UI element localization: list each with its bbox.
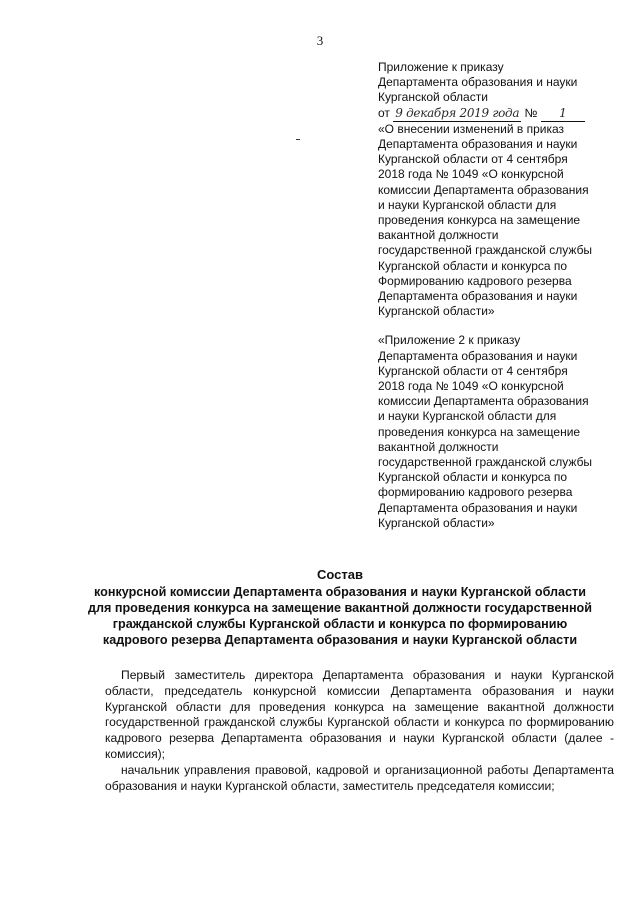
number-label: № <box>524 105 538 120</box>
appendix-line: государственной гражданской службы <box>378 243 593 258</box>
title-line: гражданской службы Курганской области и конкурса по формированию <box>112 617 568 631</box>
appendix-line: Курганской области» <box>378 304 495 319</box>
commission-members <box>105 668 614 794</box>
appendix-line: Департамента образования и науки <box>378 75 578 90</box>
appendix-line: государственной гражданской службы <box>378 455 593 470</box>
appendix-line: Курганской области и конкурса по <box>378 258 568 273</box>
appendix-line: Курганской области» <box>378 515 495 530</box>
appendix-header <box>378 60 618 531</box>
appendix-line: Курганской области от 4 сентября <box>378 152 568 167</box>
appendix-line: 2018 года № 1049 «О конкурсной <box>378 167 564 182</box>
title-line: конкурсной комиссии Департамента образования и науки Курганской области <box>94 585 586 599</box>
appendix-line: и науки Курганской области для <box>378 197 557 212</box>
appendix-line: Приложение к приказу <box>378 60 504 74</box>
appendix-line: Курганской области <box>378 90 488 105</box>
appendix-line: комиссии Департамента образования <box>378 394 589 409</box>
handwritten-number: 1 <box>541 106 585 122</box>
appendix-line: 2018 года № 1049 «О конкурсной <box>378 379 564 394</box>
appendix-line: «О внесении изменений в приказ <box>378 121 564 136</box>
page-number: 3 <box>316 33 324 48</box>
amendment-title <box>378 122 618 320</box>
appendix-line: вакантной должности <box>378 439 499 454</box>
appendix-line: Департамента образования и науки <box>378 500 578 515</box>
title-line: для проведения конкурса на замещение вакантной должности государственной <box>88 601 592 615</box>
from-label: от <box>378 105 390 120</box>
appendix-line: «Приложение 2 к приказу <box>378 333 521 348</box>
title-line: кадрового резерва Департамента образования и науки Курганской области <box>102 633 578 647</box>
appendix-line: Департамента образования и науки <box>378 137 578 152</box>
appendix-line: Департамента образования и науки <box>378 289 578 304</box>
title-main: Состав <box>317 567 363 582</box>
order-date-line <box>378 106 618 122</box>
appendix-line: проведения конкурса на замещение <box>378 424 581 439</box>
appendix-2-title <box>378 333 618 531</box>
appendix-line: проведения конкурса на замещение <box>378 213 581 228</box>
member-paragraph: Первый заместитель директора Департамента образования и науки Курганской области, председатель конкурсной комиссии Департамента образования и науки Курганской области для проведения конкурса на замещение вакантной должности государственной гражданской службы Курганской области и конкурса по формированию кадрового резерва Департамента образования и науки Курганской области (далее - комиссия); <box>105 668 614 761</box>
appendix-line: Департамента образования и науки <box>378 348 578 363</box>
appendix-line: вакантной должности <box>378 228 499 243</box>
appendix-line: Курганской области от 4 сентября <box>378 363 568 378</box>
handwritten-date: 9 декабря 2019 года <box>393 106 521 122</box>
stray-mark <box>296 139 300 140</box>
member-paragraph: начальник управления правовой, кадровой и организационной работы Департамента образования и науки Курганской области, заместитель председателя комиссии; <box>105 762 614 793</box>
appendix-line: комиссии Департамента образования <box>378 182 589 197</box>
appendix-line: формированию кадрового резерва <box>378 485 573 500</box>
appendix-line: Формированию кадрового резерва <box>378 273 572 288</box>
appendix-line: и науки Курганской области для <box>378 409 557 424</box>
composition-title <box>60 567 620 648</box>
appendix-line: Курганской области и конкурса по <box>378 470 568 485</box>
